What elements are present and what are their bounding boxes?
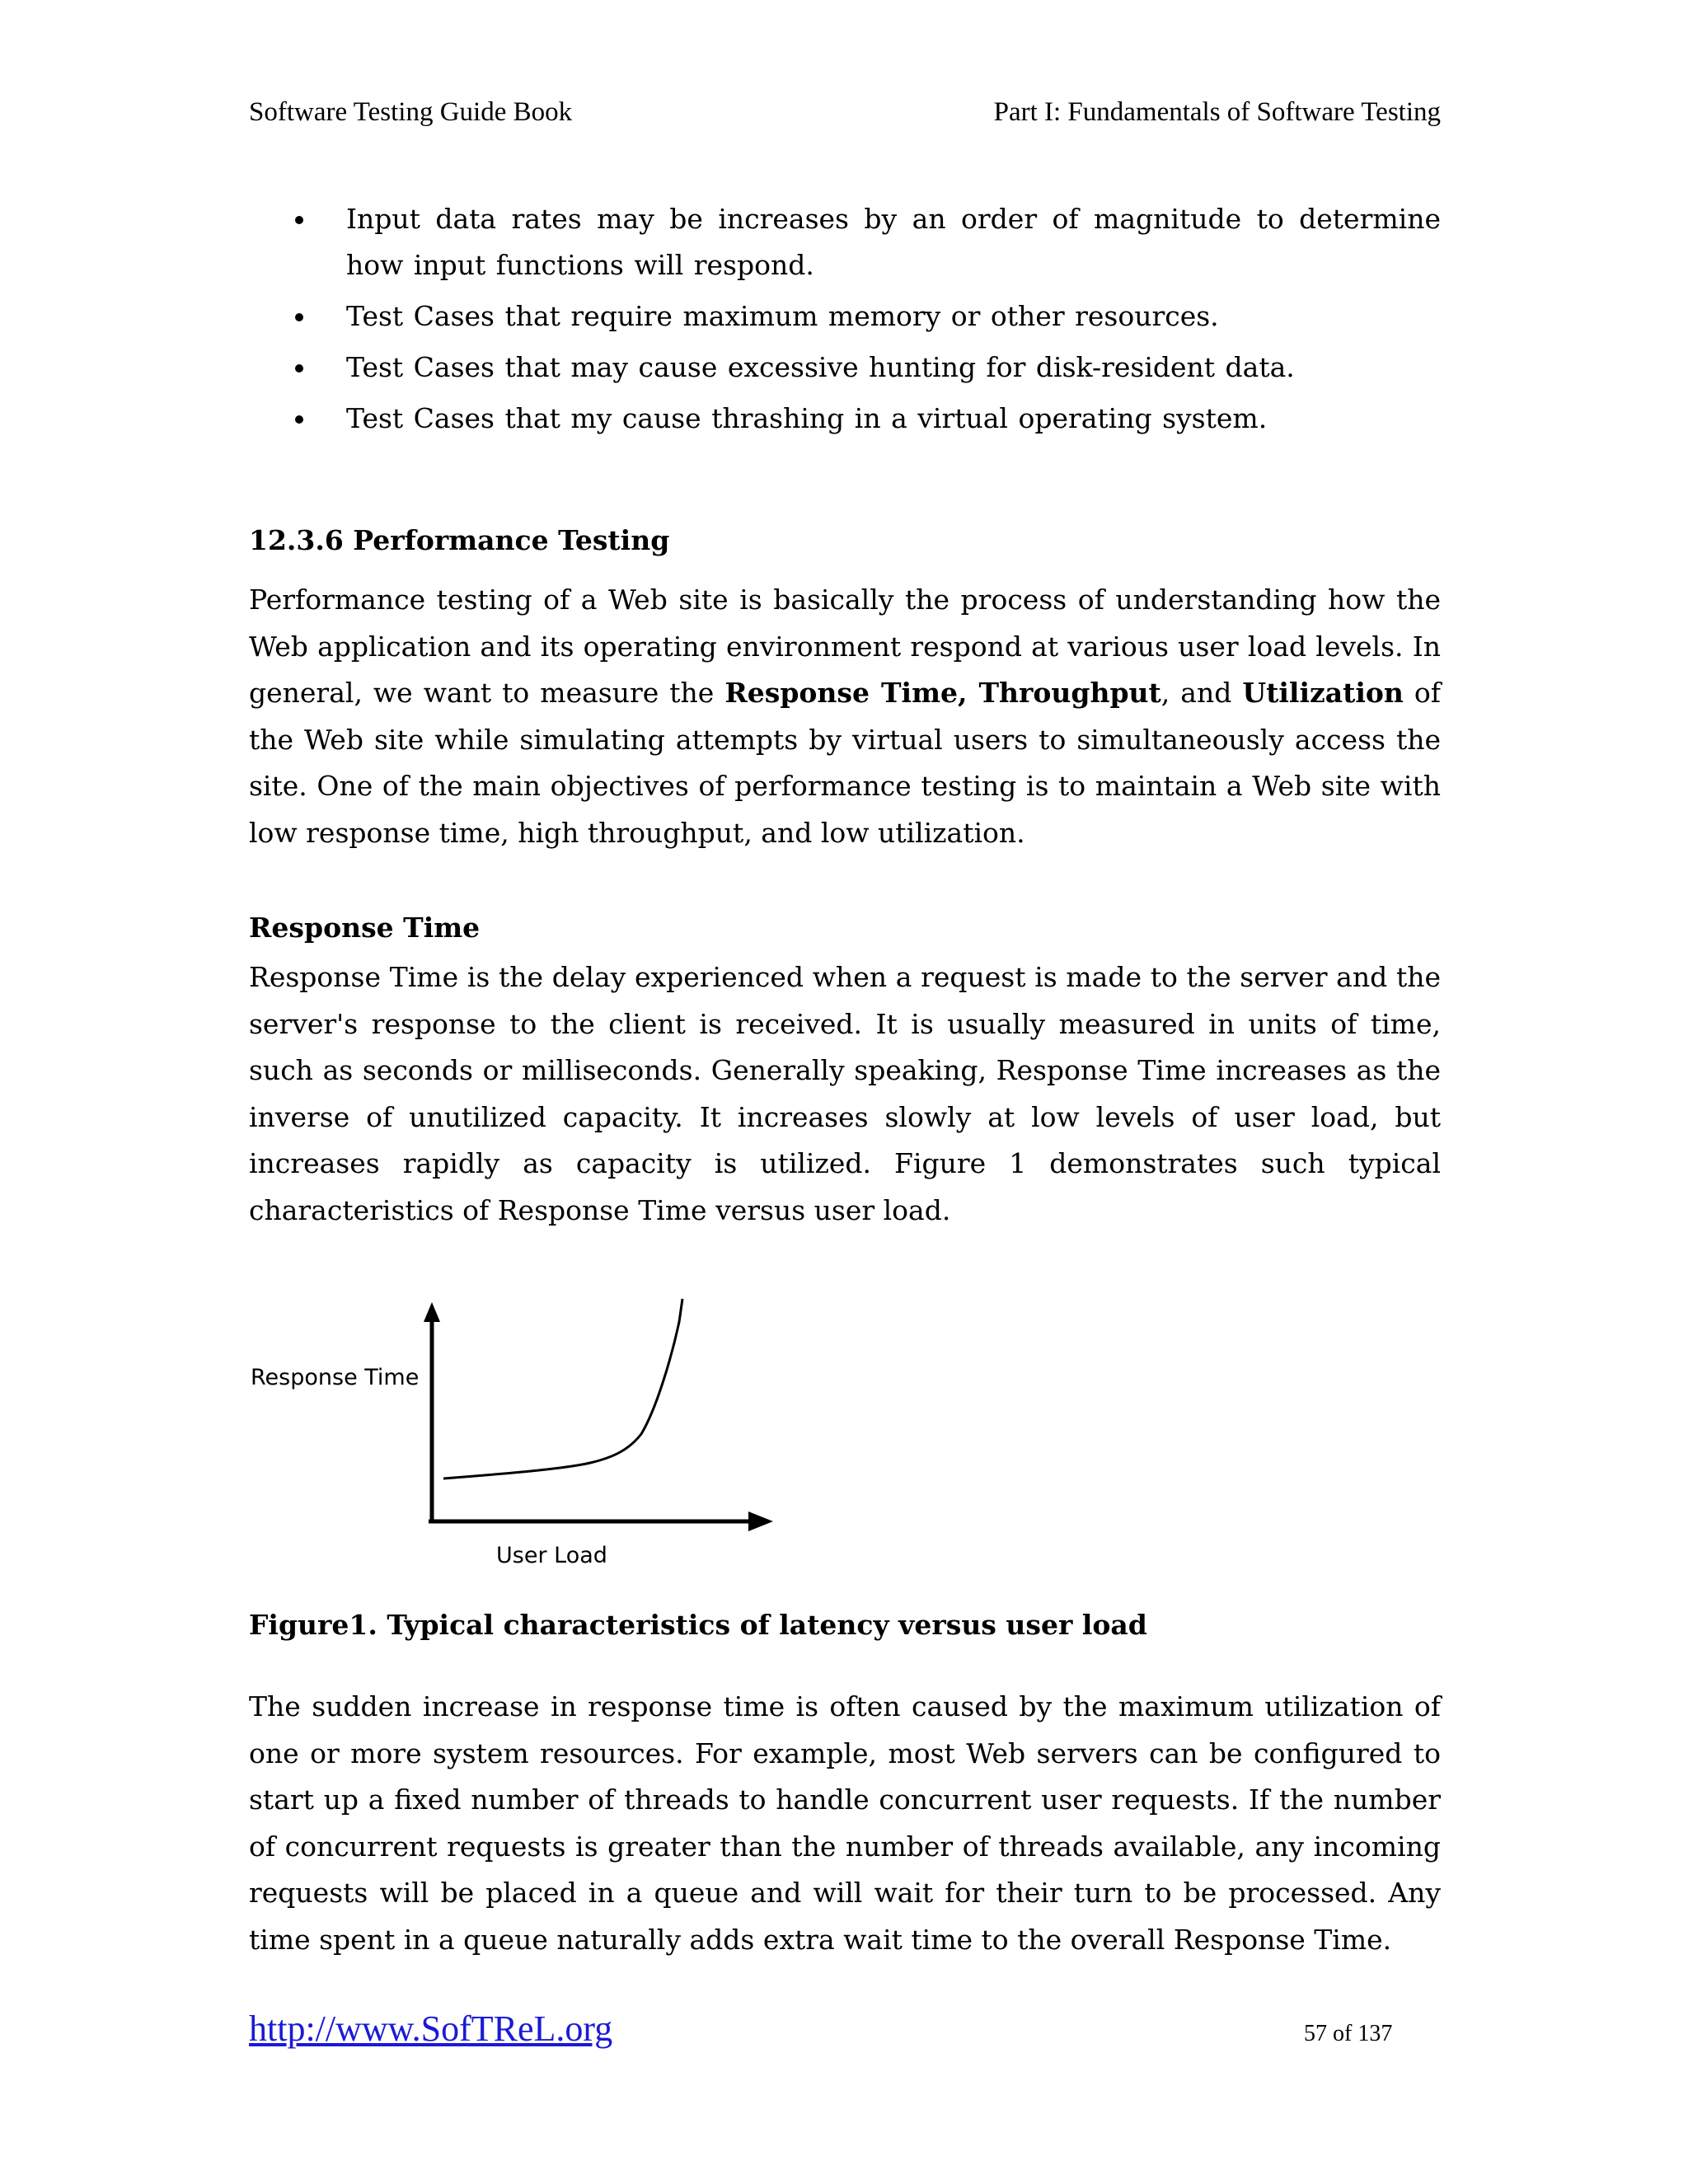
response-time-paragraph: Response Time is the delay experienced when a request is made to the server and the server's response to the client is received. It is usually measured in units of time, such as seconds or milliseconds. Generally speaking, Response Time increases as the inverse of unutilized capacity. It increases slowly at low levels of user load, but increases rapidly as capacity is utilized. Figure 1 demonstrates such typical characteristics of Response Time versus user load.: [249, 961, 1441, 1226]
response-time-figure: [244, 1294, 788, 1574]
bullet-list: [346, 196, 1441, 447]
performance-testing-paragraph: Performance testing of a Web site is basically the process of understanding how the Web application and its operating environment respond at various user load levels. In general, we want to measure the Response Time, Throughput, and Utilization of the Web site while simulating attempts by virtual users to simultaneously access the site. One of the main objectives of performance testing is to maintain a Web site with low response time, high throughput, and low utilization.: [249, 583, 1441, 849]
section-heading: 12.3.6 Performance Testing: [249, 524, 670, 556]
website-link[interactable]: http://www.SofTReL.org: [249, 2008, 613, 2049]
list-item: Test Cases that my cause thrashing in a virtual operating system.: [346, 396, 1441, 442]
list-item: Input data rates may be increases by an order of magnitude to determine how input functions will respond.: [346, 196, 1441, 288]
list-item: Test Cases that require maximum memory or other resources.: [346, 293, 1441, 340]
figure-caption: Figure1. Typical characteristics of latency versus user load: [249, 1609, 1147, 1641]
bullet-icon: [295, 313, 303, 321]
bullet-icon: [295, 216, 303, 224]
y-axis-label: Response Time: [251, 1365, 420, 1390]
bold-term: Response Time, Throughput: [724, 677, 1161, 709]
bullet-icon: [295, 415, 303, 424]
header-part-title: Part I: Fundamentals of Software Testing: [993, 97, 1441, 127]
closing-paragraph: The sudden increase in response time is often caused by the maximum utilization of one or more system resources. For example, most Web servers can be configured to start up a fixed number of threads to handle concurrent user requests. If the number of concurrent requests is greater than the number of threads available, any incoming requests will be placed in a queue and will wait for their turn to be processed. Any time spent in a queue naturally adds extra wait time to the overall Response Time.: [249, 1690, 1441, 1956]
x-axis-label: User Load: [496, 1543, 607, 1568]
bold-term: Utilization: [1242, 677, 1404, 709]
page-number: 57 of 137: [1304, 2021, 1393, 2046]
x-axis-arrow-icon: [748, 1511, 773, 1531]
y-axis-arrow-icon: [424, 1302, 440, 1322]
response-time-curve: [443, 1299, 682, 1479]
list-item: Test Cases that may cause excessive hunting for disk-resident data.: [346, 344, 1441, 391]
bullet-icon: [295, 364, 303, 373]
response-time-heading: Response Time: [249, 912, 481, 944]
latency-curve-diagram: [244, 1294, 788, 1574]
header-book-title: Software Testing Guide Book: [249, 97, 573, 127]
